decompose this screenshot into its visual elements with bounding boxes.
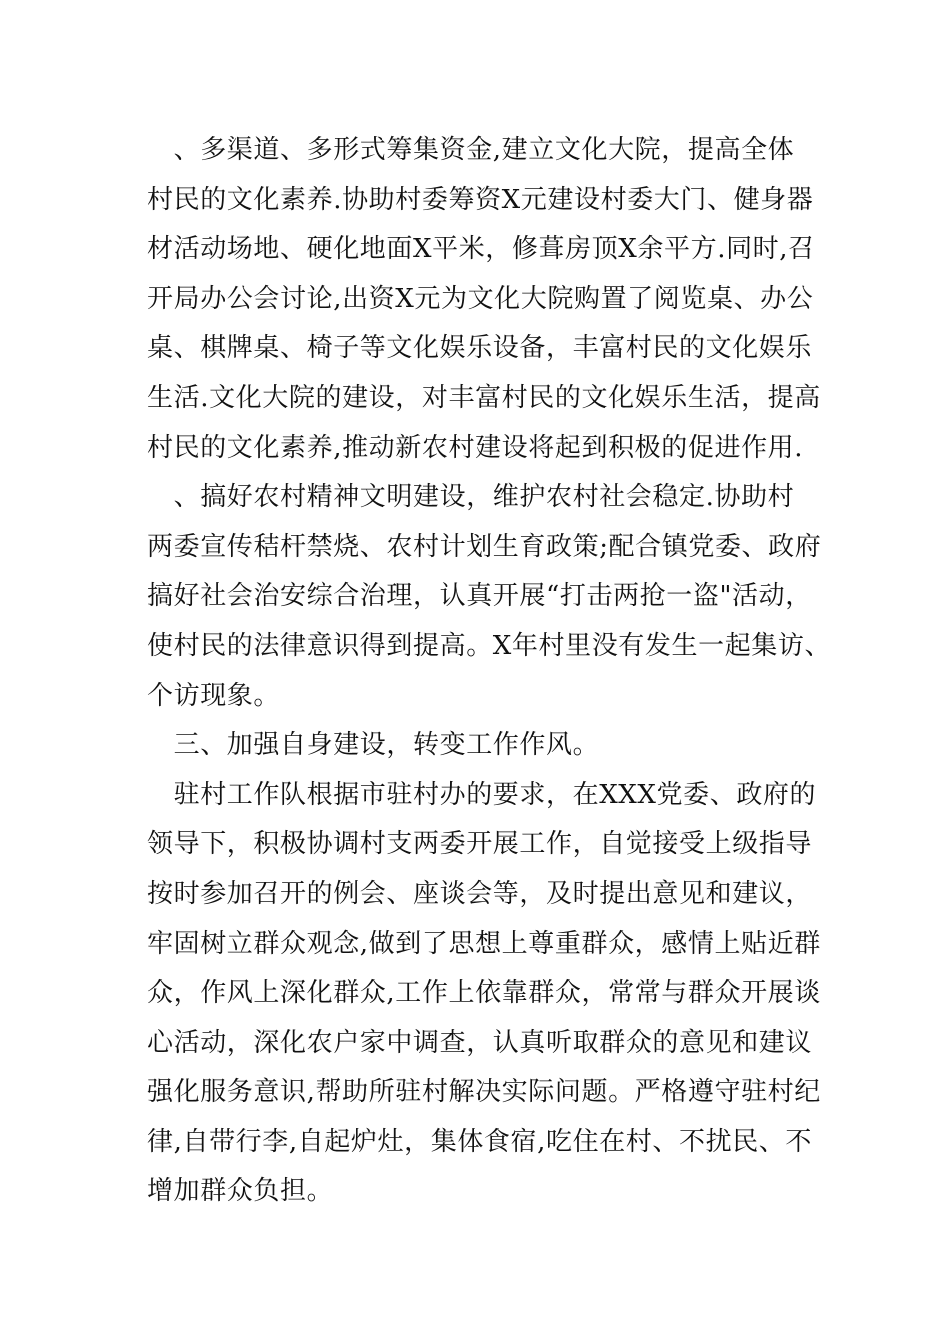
text-line: 领导下，积极协调村支两委开展工作，自觉接受上级指导 (147, 829, 813, 860)
text-line: 、多渠道、多形式筹集资金,建立文化大院，提高全体 (147, 135, 795, 165)
text-line: 、搞好农村精神文明建设，维护农村社会稳定.协助村 (147, 482, 795, 513)
text-line: 桌、棋牌桌、椅子等文化娱乐设备，丰富村民的文化娱乐 (147, 333, 813, 364)
text-line: 牢固树立群众观念,做到了思想上尊重群众，感情上贴近群 (147, 928, 821, 959)
text-line: 村民的文化素养.协助村委筹资X元建设村委大门、健身器 (147, 184, 814, 215)
text-line: 心活动，深化农户家中调查，认真听取群众的意见和建议 (147, 1027, 813, 1058)
text-line: 驻村工作队根据市驻村办的要求，在XXX党委、政府的 (147, 779, 817, 810)
text-line: 增加群众负担。 (147, 1176, 334, 1207)
text-line: 按时参加召开的例会、座谈会等，及时提出意见和建议， (147, 878, 813, 909)
text-line: 搞好社会治安综合治理，认真开展“打击两抢一盗"活动， (147, 581, 812, 612)
document-body (147, 126, 832, 1217)
text-line: 众，作风上深化群众,工作上依靠群众，常常与群众开展谈 (147, 978, 821, 1009)
section-heading: 三、加强自身建设，转变工作作风。 (147, 730, 600, 761)
text-line: 使村民的法律意识得到提高。X年村里没有发生一起集访、 (147, 630, 832, 661)
text-line: 律,自带行李,自起炉灶，集体食宿,吃住在村、不扰民、不 (147, 1126, 812, 1157)
text-line: 开局办公会讨论,出资X元为文化大院购置了阅览桌、办公 (147, 283, 814, 314)
text-line: 两委宣传秸杆禁烧、农村计划生育政策;配合镇党委、政府 (147, 531, 822, 562)
text-line: 村民的文化素养,推动新农村建设将起到积极的促进作用. (147, 432, 804, 463)
text-line: 材活动场地、硬化地面X平米，修葺房顶X余平方.同时,召 (147, 234, 815, 265)
text-line: 生活.文化大院的建设，对丰富村民的文化娱乐生活，提高 (147, 382, 821, 413)
text-line: 个访现象。 (147, 680, 281, 711)
text-line: 强化服务意识,帮助所驻村解决实际问题。严格遵守驻村纪 (147, 1077, 821, 1108)
